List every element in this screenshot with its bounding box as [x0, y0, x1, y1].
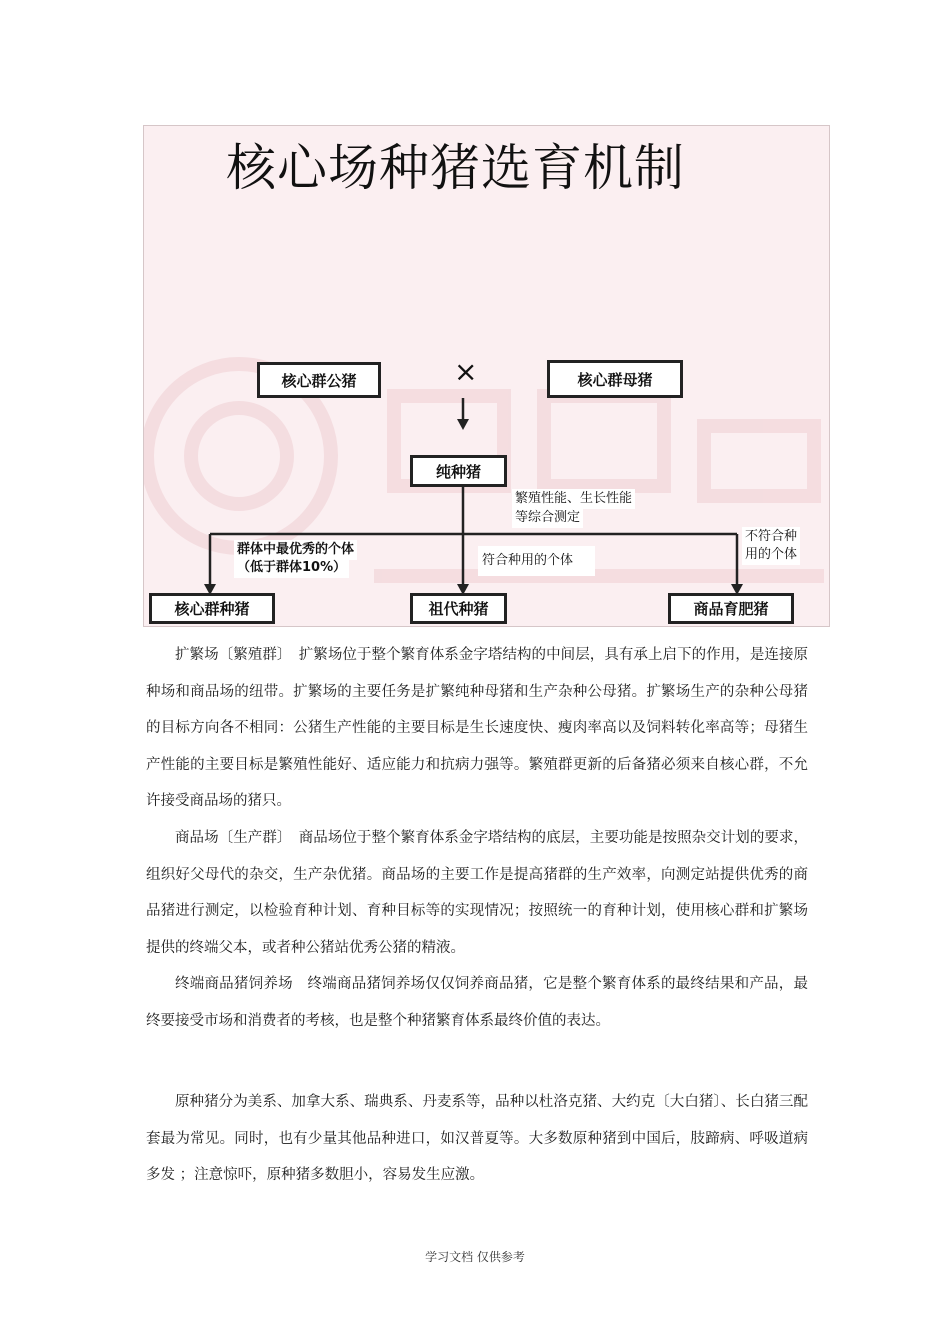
diagram-title: 核心场种猪选育机制 — [226, 139, 685, 197]
paragraph-multiplier-farm: 扩繁场〔繁殖群〕 扩繁场位于整个繁育体系金字塔结构的中间层，具有承上启下的作用，是连接原种场和商品场的纽带。扩繁场的主要任务是扩繁纯种母猪和生产杂种公母猪。扩繁场生产的杂种公母猪的目标方向各不相同：公猪生产性能的主要目标是生长速度快、瘦肉率高以及饲料转化率高等；母猪生产性能的主要目标是繁殖性能好、适应能力和抗病力强等。繁殖群更新的后备猪必须来自核心群，不允许接受商品场的猪只。 — [146, 647, 808, 810]
core-breeding-box: 核心群种猪 — [149, 593, 275, 624]
cross-symbol: × — [454, 355, 478, 388]
test-label-line-2: 等综合测定 — [512, 508, 583, 528]
breeding-mechanism-figure — [143, 125, 830, 627]
paragraph-original-breeds: 原种猪分为美系、加拿大系、瑞典系、丹麦系等，品种以杜洛克猪、大约克〔大白猪〕、长白猪三配套最为常见。同时，也有少量其他品种进口，如汉普夏等。大多数原种猪到中国后，肢蹄病、呼吸道病多发 ；注意惊吓，原种猪多数胆小，容易发生应激。 — [146, 1094, 808, 1184]
eligible-label: 符合种用的个体 — [478, 546, 595, 576]
commercial-fattening-box: 商品育肥猪 — [668, 593, 794, 624]
core-boar-box: 核心群公猪 — [257, 362, 381, 398]
purebred-box: 纯种猪 — [410, 455, 507, 487]
paragraph-commercial-farm: 商品场〔生产群〕 商品场位于整个繁育体系金字塔结构的底层，主要功能是按照杂交计划的要求，组织好父母代的杂交，生产杂优猪。商品场的主要工作是提高猪群的生产效率，向测定站提供优秀的商品猪进行测定，以检验育种计划、育种目标等的实现情况；按照统一的育种计划，使用核心群和扩繁场提供的终端父本，或者种公猪站优秀公猪的精液。 — [146, 829, 808, 956]
body-text-section-1 — [146, 637, 808, 1040]
grandparent-box: 祖代种猪 — [410, 593, 507, 624]
paragraph-terminal-farm: 终端商品猪饲养场 终端商品猪饲养场仅仅饲养商品猪，它是整个繁育体系的最终结果和产品，最终要接受市场和消费者的考核，也是整个种猪繁育体系最终价值的表达。 — [146, 976, 808, 1029]
core-sow-box: 核心群母猪 — [547, 360, 683, 398]
best-individuals-label-line-1: 群体中最优秀的个体 — [234, 540, 357, 560]
page-footer: 学习文档 仅供参考 — [425, 1250, 525, 1264]
best-individuals-label-line-2: （低于群体10%） — [234, 558, 349, 578]
not-eligible-label-line-2: 用的个体 — [742, 545, 800, 565]
test-label-line-1: 繁殖性能、生长性能 — [512, 489, 635, 509]
body-text-section-2 — [146, 1084, 808, 1194]
not-eligible-label-line-1: 不符合种 — [742, 527, 800, 547]
arrow-head-purebred — [457, 419, 469, 430]
